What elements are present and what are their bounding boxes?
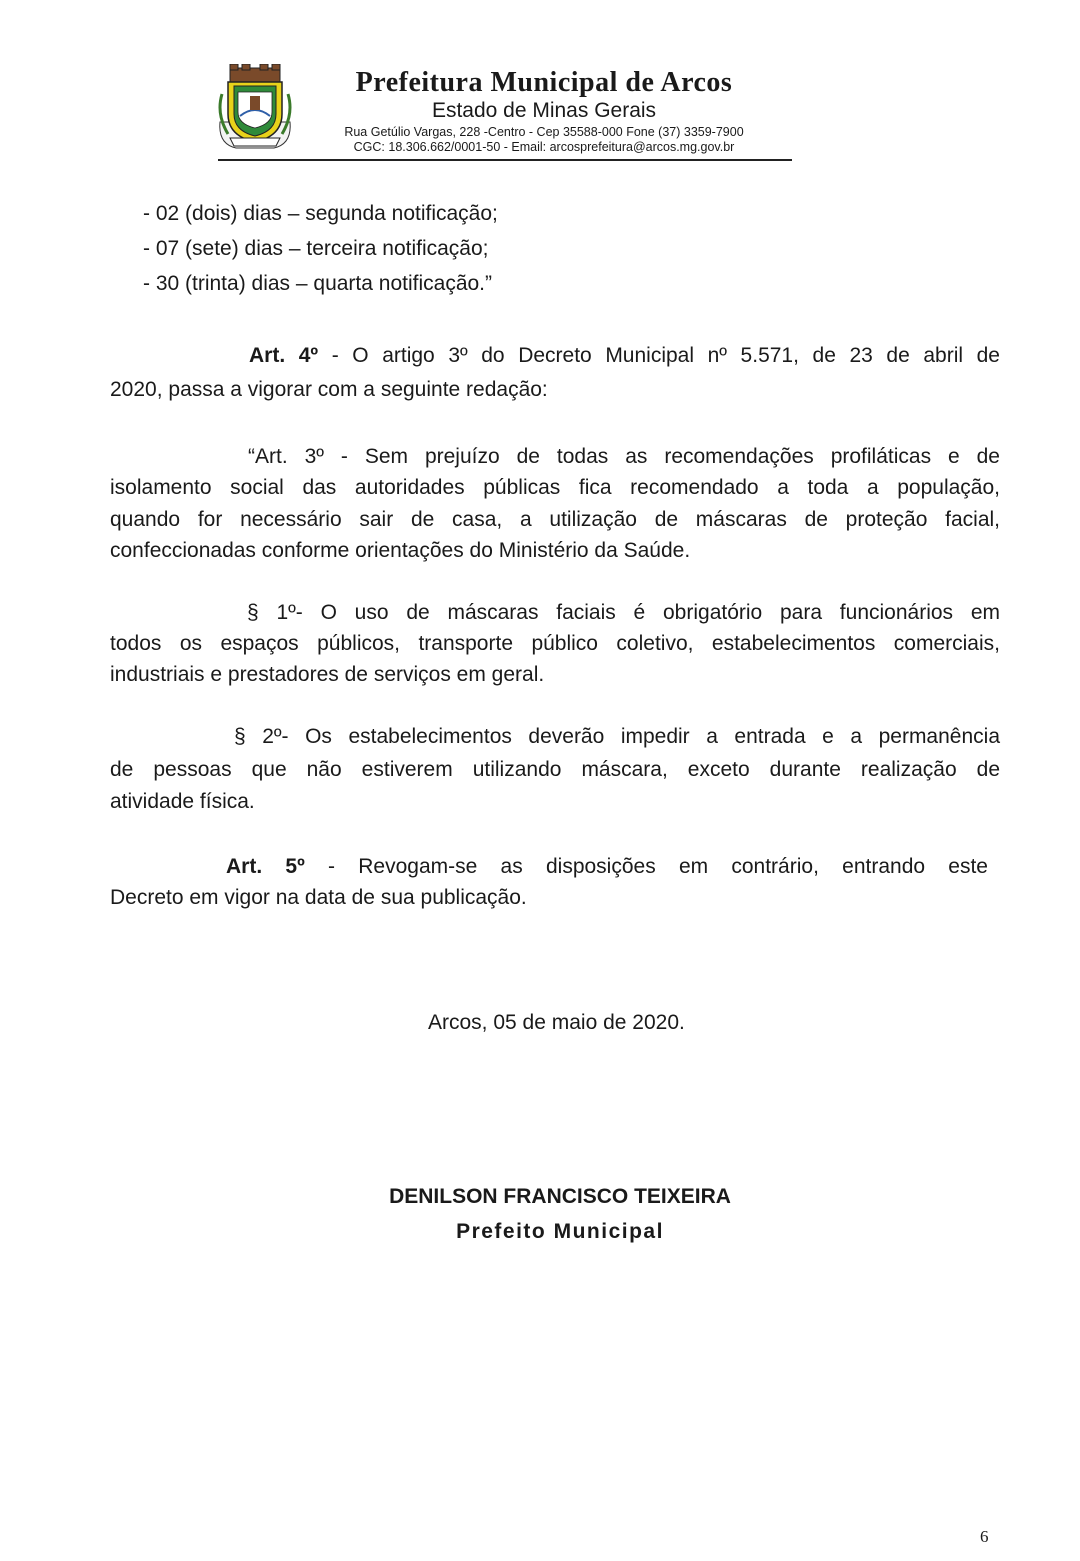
art3-quote-line2: isolamento social das autoridades públicas fica recomendado a toda a população, xyxy=(110,476,1000,499)
list-item: - 30 (trinta) dias – quarta notificação.” xyxy=(143,272,493,295)
letterhead-text xyxy=(298,62,790,155)
header-divider xyxy=(218,159,792,161)
state-name: Estado de Minas Gerais xyxy=(431,99,657,122)
list-item: - 02 (dois) dias – segunda notificação; xyxy=(143,202,498,225)
art3-quote-line1: “Art. 3º - Sem prejuízo de todas as recomendações profiláticas e de xyxy=(248,445,1000,468)
art3-quote-line4: confeccionadas conforme orientações do Ministério da Saúde. xyxy=(110,539,691,562)
paragraph2-line2: de pessoas que não estiverem utilizando máscara, exceto durante realização de xyxy=(110,758,1000,781)
art3-quote-line3: quando for necessário sair de casa, a utilização de máscaras de proteção facial, xyxy=(110,508,1000,531)
list-item: - 07 (sete) dias – terceira notificação; xyxy=(143,237,489,260)
place-date: Arcos, 05 de maio de 2020. xyxy=(428,1011,685,1034)
paragraph1-line3: industriais e prestadores de serviços em geral. xyxy=(110,663,545,686)
art5-line1: Art. 5º - Revogam-se as disposições em contrário, entrando este xyxy=(226,855,988,878)
paragraph2-line1: § 2º- Os estabelecimentos deverão impedir a entrada e a permanência xyxy=(234,725,1000,748)
municipality-title: Prefeitura Municipal de Arcos xyxy=(355,67,733,98)
contact-line: CGC: 18.306.662/0001-50 - Email: arcosprefeitura@arcos.mg.gov.br xyxy=(353,140,735,154)
signatory-role: Prefeito Municipal xyxy=(456,1220,664,1243)
page-number: 6 xyxy=(980,1527,989,1546)
art4-line1: Art. 4º - O artigo 3º do Decreto Municipal nº 5.571, de 23 de abril de xyxy=(249,344,1000,367)
art5-line2: Decreto em vigor na data de sua publicação. xyxy=(110,886,527,909)
paragraph2-line3: atividade física. xyxy=(110,790,255,813)
art4-line2: 2020, passa a vigorar com a seguinte redação: xyxy=(110,378,548,401)
coat-of-arms-icon xyxy=(216,64,294,156)
paragraph1-line1: § 1º- O uso de máscaras faciais é obrigatório para funcionários em xyxy=(247,601,1000,624)
address-line: Rua Getúlio Vargas, 228 -Centro - Cep 35588-000 Fone (37) 3359-7900 xyxy=(344,125,744,139)
letterhead xyxy=(216,62,792,164)
paragraph1-line2: todos os espaços públicos, transporte público coletivo, estabelecimentos comerciais, xyxy=(110,632,1000,655)
signatory-name: DENILSON FRANCISCO TEIXEIRA xyxy=(389,1185,731,1208)
art5-label: Art. 5º xyxy=(226,855,305,878)
art4-label: Art. 4º xyxy=(249,344,319,367)
